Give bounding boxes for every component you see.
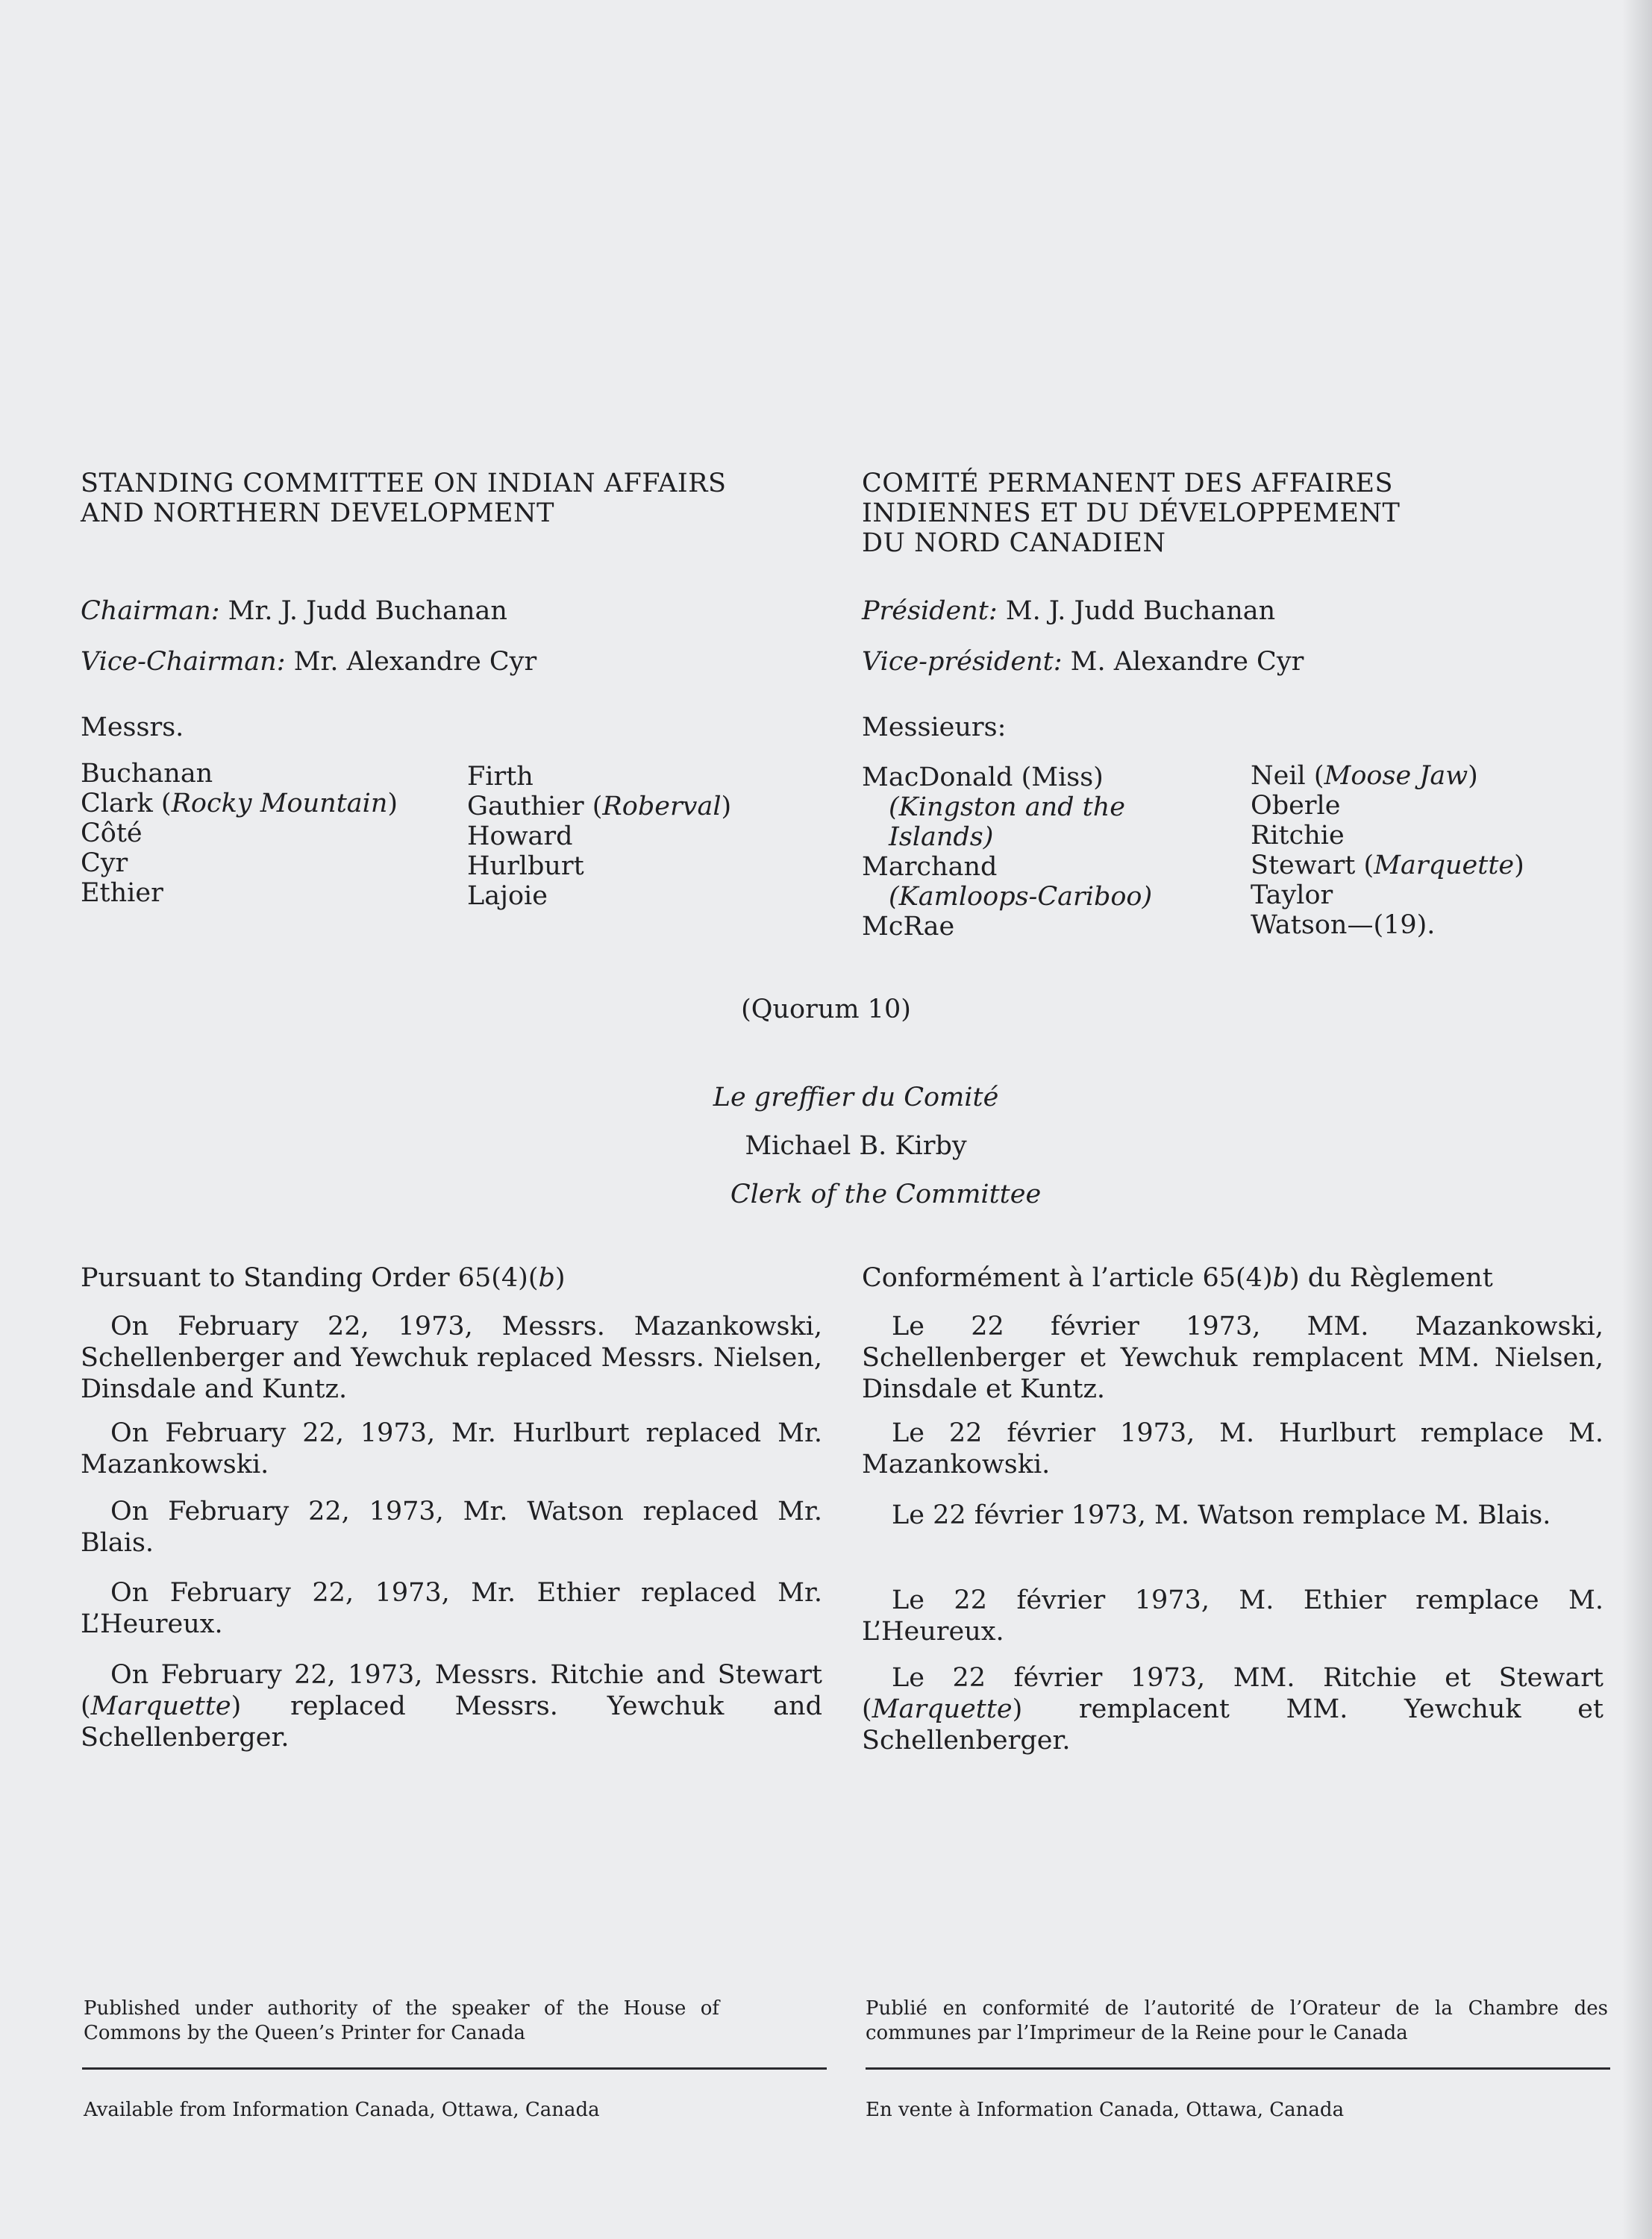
committee-title-en-line2: AND NORTHERN DEVELOPMENT	[81, 498, 554, 528]
replacement-paragraph-en: On February 22, 1973, Messrs. Mazankowski, Schellenberger and Yewchuk replaced Messrs. Nielsen, Dinsdale and Kuntz.	[81, 1312, 822, 1404]
vice-chairman-name: Mr. Alexandre Cyr	[285, 647, 537, 677]
member-name: Howard	[467, 821, 573, 851]
member-mcrae: McRae	[862, 912, 955, 942]
member-name: Ritchie	[1251, 821, 1345, 851]
member-marchand: Marchand	[862, 852, 998, 882]
footer-published-en: Published under authority of the speaker of the House of Commons by the Queen’s Printer for Canada	[84, 1997, 719, 2044]
chairman-name: Mr. J. Judd Buchanan	[219, 596, 507, 626]
replacement-paragraph-fr: Le 22 février 1973, M. Hurlburt remplace M. Mazankowski.	[862, 1418, 1603, 1479]
order-ref-en	[81, 1262, 822, 1294]
member-neil: Neil (	[1251, 761, 1324, 791]
order-ref-en-end: )	[554, 1263, 566, 1293]
vice-president-name: M. Alexandre Cyr	[1062, 647, 1304, 677]
member-macdonald-riding-1: (Kingston and the	[889, 792, 1125, 822]
member-gauthier-riding: Roberval	[602, 792, 722, 821]
member-name: Buchanan	[81, 759, 213, 789]
committee-title-fr-line2: INDIENNES ET DU DÉVELOPPEMENT	[862, 498, 1401, 528]
clerk-name: Michael B. Kirby	[745, 1131, 967, 1161]
chairman-en	[81, 595, 827, 627]
member-name: Gauthier (Roberval)	[467, 792, 732, 821]
replacement-paragraph-fr-last	[862, 1662, 1603, 1756]
last-para-en-end: ) replaced Messrs. Yewchuk and Schellenberger.	[81, 1691, 822, 1753]
vice-president-fr	[862, 646, 1608, 677]
order-ref-fr-end: ) du Règlement	[1289, 1263, 1493, 1293]
members-fr-col2	[1251, 761, 1524, 940]
last-para-en-riding: Marquette	[90, 1691, 231, 1721]
chairman-label: Chairman:	[81, 596, 220, 626]
member-marchand-riding: (Kamloops-Cariboo)	[889, 882, 1153, 912]
members-label-en	[81, 712, 827, 743]
committee-title-fr	[862, 469, 1608, 558]
order-ref-en-text: Pursuant to Standing Order 65(4)(	[81, 1263, 539, 1293]
footer-rule-en	[82, 2067, 827, 2070]
members-label-text-fr: Messieurs:	[862, 713, 1007, 742]
member-stewart-riding: Marquette	[1374, 851, 1515, 880]
member-name: Ethier	[81, 878, 163, 908]
replacement-paragraph-en: On February 22, 1973, Mr. Hurlburt replaced Mr. Mazankowski.	[81, 1418, 822, 1479]
president-fr	[862, 595, 1608, 627]
footer-available-en: Available from Information Canada, Ottawa, Canada	[84, 2099, 600, 2121]
order-ref-fr-text: Conformément à l’article 65(4)	[862, 1263, 1273, 1293]
replacement-paragraph-en-last	[81, 1659, 822, 1753]
order-ref-fr	[862, 1262, 1603, 1294]
last-para-fr-end: ) remplacent MM. Yewchuk et Schellenberger.	[862, 1694, 1603, 1756]
committee-title-en-line1: STANDING COMMITTEE ON INDIAN AFFAIRS	[81, 469, 727, 498]
footer-rule-fr	[866, 2067, 1610, 2070]
replacement-paragraph-fr: Le 22 février 1973, MM. Mazankowski, Schellenberger et Yewchuk remplacent MM. Nielsen, Dinsdale et Kuntz.	[862, 1312, 1603, 1404]
member-name: Hurlburt	[467, 851, 584, 881]
vice-chairman-label: Vice-Chairman:	[81, 647, 286, 677]
member-name: Lajoie	[467, 881, 548, 911]
members-en-col1	[81, 759, 398, 908]
members-en-col2	[467, 762, 731, 911]
members-label-text-en: Messrs.	[81, 713, 184, 742]
replacement-paragraph-fr: Le 22 février 1973, M. Watson remplace M. Blais.	[892, 1500, 1551, 1530]
president-label: Président:	[862, 596, 998, 626]
member-macdonald: MacDonald (Miss)	[862, 762, 1104, 792]
member-name: Oberle	[1251, 791, 1341, 821]
member-name: Taylor	[1251, 880, 1333, 910]
member-macdonald-riding-2: Islands)	[889, 822, 994, 852]
member-neil-riding: Moose Jaw	[1324, 761, 1468, 791]
clerk-title-en: Clerk of the Committee	[730, 1180, 1042, 1209]
replacement-paragraph-en: On February 22, 1973, Mr. Ethier replaced Mr. L’Heureux.	[81, 1578, 822, 1639]
last-para-fr-riding: Marquette	[872, 1694, 1013, 1724]
quorum: (Quorum 10)	[741, 995, 911, 1024]
page-edge-shadow	[1622, 0, 1652, 2239]
member-gauthier: Gauthier (	[467, 792, 603, 821]
member-name: Cyr	[81, 848, 128, 878]
member-name: Clark (Rocky Mountain)	[81, 789, 398, 818]
member-clark-riding: Rocky Mountain	[171, 789, 388, 818]
member-name: Watson—(19).	[1251, 910, 1436, 940]
clerk-title-fr: Le greffier du Comité	[713, 1083, 999, 1112]
vice-chairman-en	[81, 646, 827, 677]
member-name: Neil (Moose Jaw)	[1251, 761, 1478, 791]
replacement-paragraph-fr: Le 22 février 1973, M. Ethier remplace M. L’Heureux.	[862, 1585, 1603, 1647]
replacement-paragraph-en: On February 22, 1973, Mr. Watson replaced Mr. Blais.	[81, 1497, 822, 1558]
president-name: M. J. Judd Buchanan	[997, 596, 1276, 626]
member-clark: Clark (	[81, 789, 172, 818]
last-para-en-start: On February 22, 1973, Messrs. Ritchie and Stewart (	[81, 1660, 822, 1721]
member-name: Firth	[467, 762, 534, 792]
footer-published-fr: Publié en conformité de l’autorité de l’Orateur de la Chambre des communes par l’Imprimeur de la Reine pour le Canada	[866, 1997, 1608, 2044]
last-para-fr-start: Le 22 février 1973, MM. Ritchie et Stewart (	[862, 1663, 1603, 1724]
footer-available-fr: En vente à Information Canada, Ottawa, Canada	[866, 2099, 1345, 2121]
committee-title-fr-line1: COMITÉ PERMANENT DES AFFAIRES	[862, 469, 1393, 498]
committee-title-fr-line3: DU NORD CANADIEN	[862, 528, 1166, 558]
member-stewart: Stewart (	[1251, 851, 1374, 880]
member-name: Côté	[81, 818, 143, 848]
member-name: Stewart (Marquette)	[1251, 851, 1524, 880]
members-fr-col1	[862, 762, 1152, 942]
committee-title-en	[81, 469, 827, 528]
members-label-fr	[862, 712, 1608, 743]
order-ref-fr-letter: b	[1272, 1263, 1290, 1293]
order-ref-en-letter: b	[538, 1263, 555, 1293]
vice-president-label: Vice-président:	[862, 647, 1063, 677]
